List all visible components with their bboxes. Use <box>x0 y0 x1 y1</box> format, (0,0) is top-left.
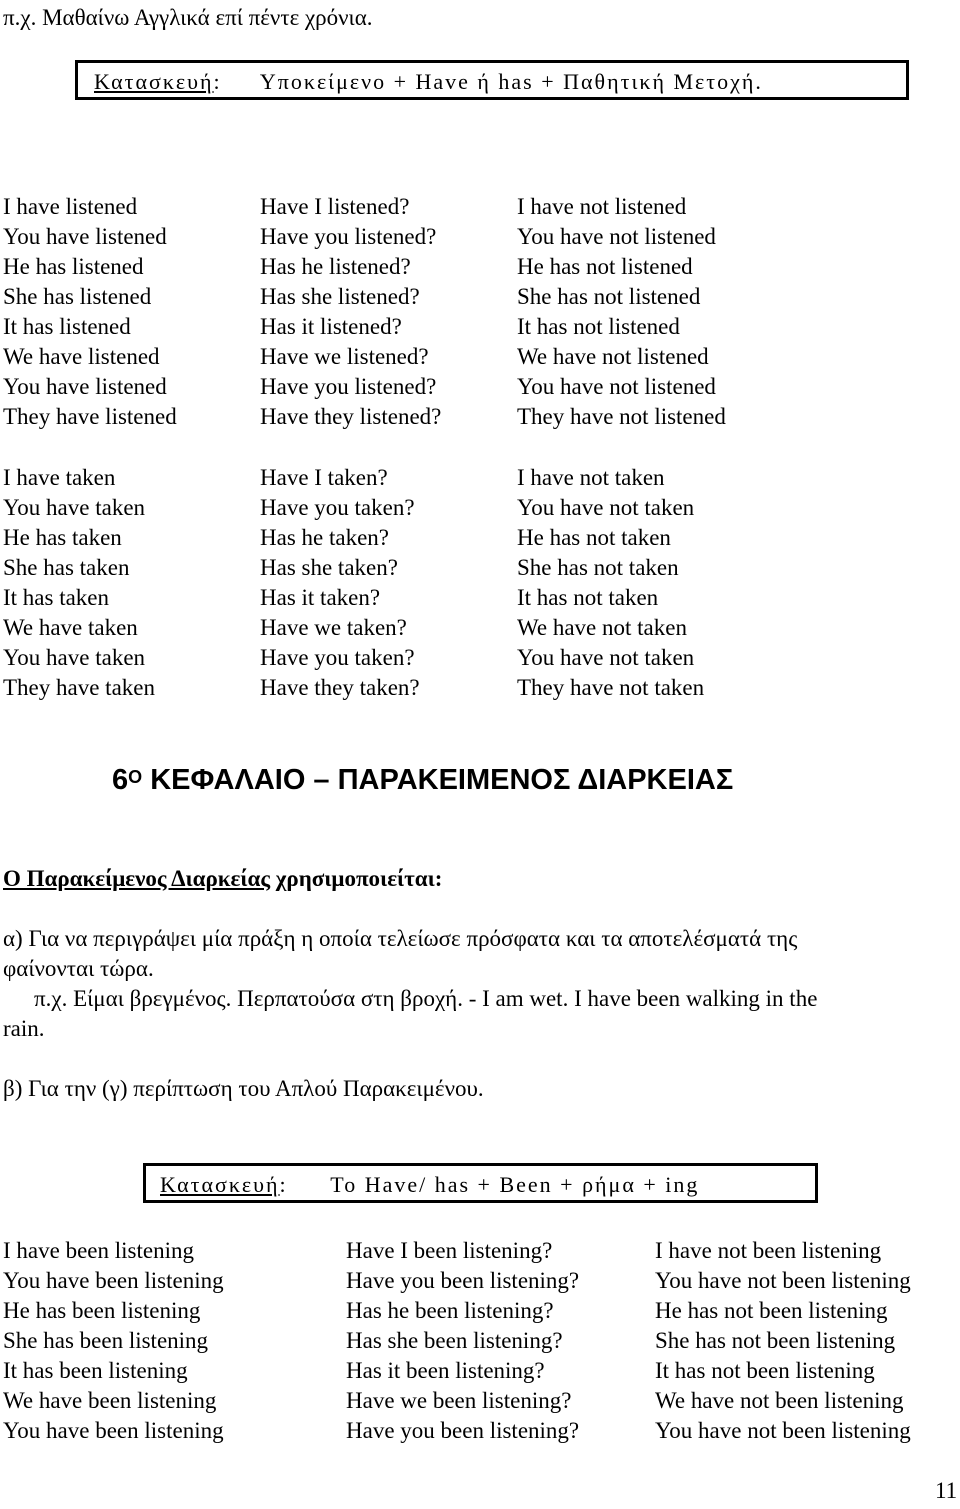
question-cell: Have we taken? <box>260 615 407 640</box>
affirmative-cell: They have taken <box>3 675 155 700</box>
construction-box <box>75 60 909 100</box>
table-row <box>0 673 960 703</box>
table-row <box>0 222 960 252</box>
negative-cell: I have not listened <box>517 194 687 219</box>
question-cell: Has she been listening? <box>346 1328 563 1353</box>
question-cell: Have they listened? <box>260 404 442 429</box>
question-cell: Has he taken? <box>260 525 389 550</box>
negative-cell: You have not taken <box>517 495 695 520</box>
affirmative-cell: It has taken <box>3 585 110 610</box>
table-row <box>0 523 960 553</box>
question-cell: Have you taken? <box>260 645 415 670</box>
question-cell: Has she listened? <box>260 284 420 309</box>
chapter-heading <box>112 765 733 798</box>
construction-formula-2: Το Have/ has + Been + ρήμα + ing <box>330 1172 700 1197</box>
chapter-sup: Ο <box>128 767 143 787</box>
affirmative-cell: It has listened <box>3 314 131 339</box>
negative-cell: It has not been listening <box>655 1358 875 1383</box>
table-row <box>0 342 960 372</box>
negative-cell: We have not listened <box>517 344 709 369</box>
table-row <box>0 643 960 673</box>
negative-cell: They have not taken <box>517 675 705 700</box>
negative-cell: We have not taken <box>517 615 687 640</box>
usage-heading-term: Ο Παρακείμενος Διαρκείας <box>3 866 271 891</box>
negative-cell: It has not taken <box>517 585 659 610</box>
table-row <box>0 553 960 583</box>
usage-heading-rest: χρησιμοποιείται: <box>270 866 443 891</box>
affirmative-cell: She has taken <box>3 555 130 580</box>
table-row <box>0 1386 960 1416</box>
usage-a-line1: α) Για να περιγράψει μία πράξη η οποία τελείωσε πρόσφατα και τα αποτελέσματά της <box>3 926 798 951</box>
table-row <box>0 402 960 432</box>
usage-heading <box>3 864 442 894</box>
table-row <box>0 1236 960 1266</box>
table-row <box>0 252 960 282</box>
affirmative-cell: We have taken <box>3 615 138 640</box>
example-line2: rain. <box>3 1016 45 1041</box>
affirmative-cell: We have listened <box>3 344 160 369</box>
page-number: 11 <box>935 1478 958 1503</box>
construction-colon: : <box>213 69 222 94</box>
negative-cell: We have not been listening <box>655 1388 904 1413</box>
negative-cell: It has not listened <box>517 314 680 339</box>
affirmative-cell: You have listened <box>3 374 167 399</box>
affirmative-cell: He has taken <box>3 525 122 550</box>
affirmative-cell: You have listened <box>3 224 167 249</box>
example-sentence: π.χ. Μαθαίνω Αγγλικά επί πέντε χρόνια. <box>3 5 373 30</box>
question-cell: Have I taken? <box>260 465 388 490</box>
question-cell: Has he been listening? <box>346 1298 554 1323</box>
construction-box-2 <box>143 1163 818 1203</box>
affirmative-cell: They have listened <box>3 404 177 429</box>
negative-cell: I have not been listening <box>655 1238 882 1263</box>
affirmative-cell: You have been listening <box>3 1418 224 1443</box>
chapter-number: 6 <box>112 764 129 796</box>
negative-cell: They have not listened <box>517 404 726 429</box>
affirmative-cell: I have listened <box>3 194 138 219</box>
affirmative-cell: You have been listening <box>3 1268 224 1293</box>
table-row <box>0 282 960 312</box>
affirmative-cell: It has been listening <box>3 1358 188 1383</box>
question-cell: Have you been listening? <box>346 1418 580 1443</box>
negative-cell: You have not listened <box>517 224 716 249</box>
question-cell: Have you been listening? <box>346 1268 580 1293</box>
example-line1: π.χ. Είμαι βρεγμένος. Περπατούσα στη βροχή. - I am wet. I have been walking in the <box>34 986 818 1011</box>
construction-label: Κατασκευή <box>94 69 214 94</box>
affirmative-cell: You have taken <box>3 495 146 520</box>
table-row <box>0 192 960 222</box>
affirmative-cell: He has listened <box>3 254 144 279</box>
table-row <box>0 372 960 402</box>
usage-b: β) Για την (γ) περίπτωση του Απλού Παρακειμένου. <box>3 1076 484 1101</box>
question-cell: Have we listened? <box>260 344 429 369</box>
table-row <box>0 583 960 613</box>
affirmative-cell: I have been listening <box>3 1238 194 1263</box>
affirmative-cell: She has listened <box>3 284 152 309</box>
negative-cell: You have not listened <box>517 374 716 399</box>
question-cell: Has it been listening? <box>346 1358 545 1383</box>
construction-formula: Υποκείμενο + Have ή has + Παθητική Μετοχή. <box>259 69 763 94</box>
question-cell: Has he listened? <box>260 254 411 279</box>
negative-cell: I have not taken <box>517 465 665 490</box>
question-cell: Have you listened? <box>260 374 437 399</box>
table-row <box>0 1326 960 1356</box>
negative-cell: You have not been listening <box>655 1268 911 1293</box>
question-cell: Have you taken? <box>260 495 415 520</box>
construction-colon-2: : <box>279 1172 288 1197</box>
affirmative-cell: We have been listening <box>3 1388 217 1413</box>
question-cell: Have you listened? <box>260 224 437 249</box>
negative-cell: She has not listened <box>517 284 701 309</box>
table-row <box>0 1296 960 1326</box>
table-row <box>0 463 960 493</box>
question-cell: Have I been listening? <box>346 1238 553 1263</box>
table-row <box>0 1416 960 1446</box>
usage-a-line2: φαίνονται τώρα. <box>3 956 154 981</box>
negative-cell: You have not taken <box>517 645 695 670</box>
question-cell: Have we been listening? <box>346 1388 572 1413</box>
question-cell: Have they taken? <box>260 675 420 700</box>
question-cell: Has it taken? <box>260 585 381 610</box>
negative-cell: She has not been listening <box>655 1328 896 1353</box>
negative-cell: She has not taken <box>517 555 679 580</box>
negative-cell: He has not been listening <box>655 1298 888 1323</box>
question-cell: Have I listened? <box>260 194 410 219</box>
table-row <box>0 493 960 523</box>
chapter-title: ΚΕΦΑΛΑΙΟ – ΠΑΡΑΚΕΙΜΕΝΟΣ ΔΙΑΡΚΕΙΑΣ <box>150 764 734 796</box>
table-row <box>0 613 960 643</box>
affirmative-cell: He has been listening <box>3 1298 201 1323</box>
table-row <box>0 312 960 342</box>
affirmative-cell: I have taken <box>3 465 116 490</box>
negative-cell: He has not taken <box>517 525 671 550</box>
affirmative-cell: You have taken <box>3 645 146 670</box>
construction-label-2: Κατασκευή <box>160 1172 280 1197</box>
table-row <box>0 1266 960 1296</box>
question-cell: Has it listened? <box>260 314 402 339</box>
affirmative-cell: She has been listening <box>3 1328 209 1353</box>
negative-cell: You have not been listening <box>655 1418 911 1443</box>
negative-cell: He has not listened <box>517 254 693 279</box>
question-cell: Has she taken? <box>260 555 398 580</box>
table-row <box>0 1356 960 1386</box>
